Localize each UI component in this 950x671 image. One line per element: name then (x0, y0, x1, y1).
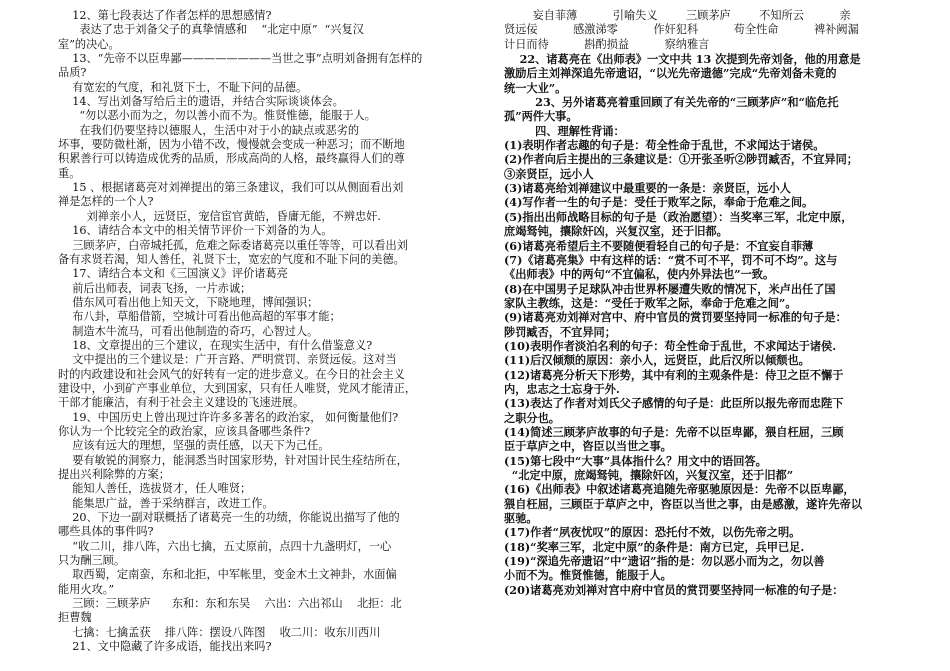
left-line: 建设中，小到矿产事业单位，大到国家，只有任人唯贤，党风才能清正， (58, 381, 417, 395)
right-line: 贤远佞 感激涕零 作奸犯科 苟全性命 裨补阙漏 (504, 23, 859, 37)
right-line: (7)《诸葛亮集》中有这样的话：“赏不可不平，罚不可不均”。这与 (504, 252, 838, 267)
right-line: (17)作者“夙夜忧叹”的原因：恐托付不效，以伤先帝之明。 (504, 525, 801, 540)
right-line: (18)“奖率三军，北定中原”的条件是：南方已定，兵甲已足. (504, 539, 805, 554)
left-line: 要有敏锐的洞察力，能洞悉当时国家形势，针对国计民生痊结所在， (58, 453, 408, 467)
right-line: 四、理解性背诵： (504, 123, 625, 138)
left-line: 七擒：七擒孟获 排八阵：摆设八阵图 收二川：收东川西川 (58, 625, 381, 639)
right-line: 孤”两件大事。 (504, 109, 578, 124)
left-line: 时的内政建设和社会风气的好转有一定的进步意义。在今日的社会主义 (58, 367, 405, 381)
right-line: 统一大业”。 (504, 80, 567, 95)
left-line: 干部才能廉洁，有利于社会主义建设的飞速进展。 (58, 396, 305, 410)
left-line: 三顾：三顾茅庐 东和：东和东吴 六出：六出祁山 北拒：北 (58, 597, 402, 611)
left-line: 16、请结合本文中的相关情节评价一下刘备的为人。 (58, 224, 333, 238)
left-line: 15 、根据诸葛亮对刘禅提出的第三条建议，我们可以从侧面看出刘 (58, 181, 404, 195)
right-line: 庶竭驽钝，攘除奸凶，兴复汉室，还于旧都。 (504, 224, 728, 239)
right-line: 猥自枉屈，三顾臣于草庐之中，咨臣以当世之事，由是感激，遂许先帝以 (504, 496, 863, 511)
right-column (504, 0, 912, 597)
left-line: 坏事，要防微杜渐，因为小错不改，慢慢就会变成一种恶习；而不断地 (58, 138, 405, 152)
right-line: (2)作者向后主提出的三条建议是：①开张圣听②陟罚臧否，不宜异同； (504, 152, 858, 167)
left-line: 前后出师表，词表飞扬，一片赤诚； (58, 281, 252, 295)
left-line: 20、下边一副对联概括了诸葛亮一生的功绩，你能说出描写了他的 (58, 511, 400, 525)
left-line: 能知人善任，选拔贤才，任人唯贤； (58, 482, 252, 496)
left-line: “收二川，排八阵，六出七擒，五丈原前，点四十九盏明灯，一心 (58, 539, 392, 553)
left-line: 借东风可看出他上知天文，下晓地理，博闻强识； (58, 295, 319, 309)
left-line: 品质? (58, 66, 87, 80)
left-line: 在我们仍要坚持以德服人，生活中对于小的缺点或恶劣的 (58, 123, 360, 137)
right-line: (8)在中国男子足球队冲击世界杯屡遭失败的情况下，米卢出任了国 (504, 281, 836, 296)
left-line: 表达了忠于刘备父子的真挚情感和 “北定中原” “兴复汉 (58, 23, 364, 37)
left-line: 积累善行可以铸造成优秀的品质，形成高尚的人格，最终赢得人们的尊 (58, 152, 405, 166)
left-line: 14、写出刘备写给后主的遗语，并结合实际谈谈体会。 (58, 95, 344, 109)
right-line: (10)表明作者淡泊名利的句子：苟全性命于乱世，不求闻达于诸侯. (504, 338, 837, 353)
left-line: 重。 (58, 166, 81, 180)
right-line: 陟罚臧否，不宜异同； (504, 324, 616, 339)
right-line: 23、另外诸葛亮着重回顾了有关先帝的“三顾茅庐”和“临危托 (504, 95, 839, 110)
left-line: 12、第七段表达了作者怎样的思想感情? (58, 9, 272, 22)
left-line: “勿以恶小而为之，勿以善小而不为。惟贤惟德，能服于人。 (58, 109, 376, 123)
right-line: ③亲贤臣，远小人 (504, 166, 594, 181)
right-line: 内，忠志之士忘身于外. (504, 381, 620, 396)
right-line: (4)写作者一生的句子是：受任于败军之际，奉命于危难之间。 (504, 195, 814, 210)
right-line: (3)诸葛亮给刘禅建议中最重要的一条是：亲贤臣，远小人 (504, 181, 791, 196)
left-line: 你认为一个比较完全的政治家，应该具备哪些条件? (58, 424, 311, 438)
right-line: (14)简述三顾茅庐故事的句子是：先帝不以臣卑鄙，猥自枉屈，三顾 (504, 424, 844, 439)
right-line: 之职分也。 (504, 410, 560, 425)
left-line: 文中提出的三个建议是：广开言路、严明赏罚、亲贤远佞。这对当 (58, 353, 397, 367)
right-line: (6)诸葛亮希望后主不要随便看轻自己的句子是：不宜妄自菲薄 (504, 238, 814, 253)
left-line: 备有求贤若渴，知人善任，礼贤下士，宽宏的气度和不耻下问的美德。 (58, 252, 405, 266)
right-line: 小而不为。惟贤惟德，能服于人。 (504, 568, 672, 583)
right-line: 妄自菲薄 引喻失义 三顾茅庐 不知所云 亲 (504, 9, 851, 22)
left-line: 应该有远大的理想，坚强的责任感，以天下为己任。 (58, 439, 330, 453)
right-line: 家队主教练，这是：“受任于败军之际，奉命于危难之间”。 (504, 295, 797, 310)
right-line: 臣于草庐之中，咨臣以当世之事。 (504, 439, 672, 454)
left-line: 拒曹魏 (58, 611, 92, 625)
right-line: 计日而待 斟酌损益 察纳雅言 (504, 37, 710, 51)
left-line: 18、文章提出的三个建议，在现实生活中，有什么借鉴意义? (58, 338, 373, 352)
left-line: 21、文中隐藏了许多成语，能找出来吗? (58, 640, 272, 654)
left-line: 禅是怎样的一个人? (58, 195, 154, 209)
right-line: (12)诸葛亮分析天下形势，其中有利的主观条件是：侍卫之臣不懈于 (504, 367, 844, 382)
left-line: 19、中国历史上曾出现过许许多多著名的政治家， 如何衡量他们? (58, 410, 399, 424)
right-line: “北定中原，庶竭驽钝，攘除奸凶，兴复汉室，还于旧都” (504, 468, 794, 482)
right-line: (20)诸葛亮劝刘禅对宫中府中官员的赏罚要坚持同一标准的句子是： (504, 582, 844, 597)
left-line: 能用火攻。” (58, 582, 115, 596)
right-line: (19)“深追先帝遗诏”中“遗诏”指的是：勿以恶小而为之，勿以善 (504, 554, 825, 569)
left-line: 布八卦，草船借箭，空城计可看出他高超的军事才能； (58, 310, 341, 324)
right-line: (16)《出师表》中叙述诸葛亮追随先帝驱驰原因是：先帝不以臣卑鄙， (504, 482, 855, 497)
left-line: 有宽宏的气度，和礼贤下士，不耻下问的品德。 (58, 80, 308, 94)
right-line: 22、诸葛亮在《出师表》一文中共 13 次提到先帝刘备，他的用意是 (504, 52, 861, 67)
right-line: 激励后主刘禅深追先帝遗诏，“以光先帝遗德”完成“先帝刘备未竟的 (504, 66, 837, 81)
left-line: 13、“先帝不以臣卑鄙————————当世之事”点明刘备拥有怎样的 (58, 52, 423, 66)
right-line: 驱驰。 (504, 511, 538, 526)
right-line: (11)后汉倾颓的原因：亲小人，远贤臣，此后汉所以倾颓也。 (504, 353, 810, 368)
left-line: 三顾茅庐，白帝城托孤，危难之际委诸葛亮以重任等等，可以看出刘 (58, 238, 408, 252)
right-line: (9)诸葛亮劝刘禅对宫中、府中官员的赏罚要坚持同一标准的句子是： (504, 310, 847, 325)
left-line: 室”的决心。 (58, 37, 120, 51)
left-line: 哪些具体的事件吗? (58, 525, 154, 539)
right-line: 《出师表》中的两句“不宜偏私，使内外异法也”一致。 (504, 267, 775, 282)
right-line: (1)表明作者志趣的句子是：苟全性命于乱世，不求闻达于诸侯。 (504, 138, 825, 153)
left-line: 能集思广益，善于采纳群言，改进工作。 (58, 496, 274, 510)
left-line: 提出兴利除弊的方案； (58, 468, 170, 481)
left-column (58, 0, 458, 654)
right-line: (13)表达了作者对刘氏父子感情的句子是：此臣所以报先帝而忠陛下 (504, 396, 844, 411)
right-line: (15)第七段中“大事”具体指什么？用文中的语回答。 (504, 453, 767, 468)
right-line: (5)指出出师战略目标的句子是（政治愿望）：当奖率三军，北定中原， (504, 209, 853, 224)
left-line: 刘禅亲小人，远贤臣，宠信宦官黄皓，昏庸无能，不辨忠奸. (58, 209, 381, 223)
left-line: 只为酬三顾。 (58, 554, 126, 568)
left-line: 制造木牛流马，可看出他制造的奇巧，心智过人。 (58, 324, 319, 338)
left-line: 17、请结合本文和《三国演义》评价诸葛亮 (58, 267, 288, 281)
left-line: 取西蜀，定南蛮，东和北拒，中军帐里，变金木土文神卦，水面偏 (58, 568, 397, 582)
